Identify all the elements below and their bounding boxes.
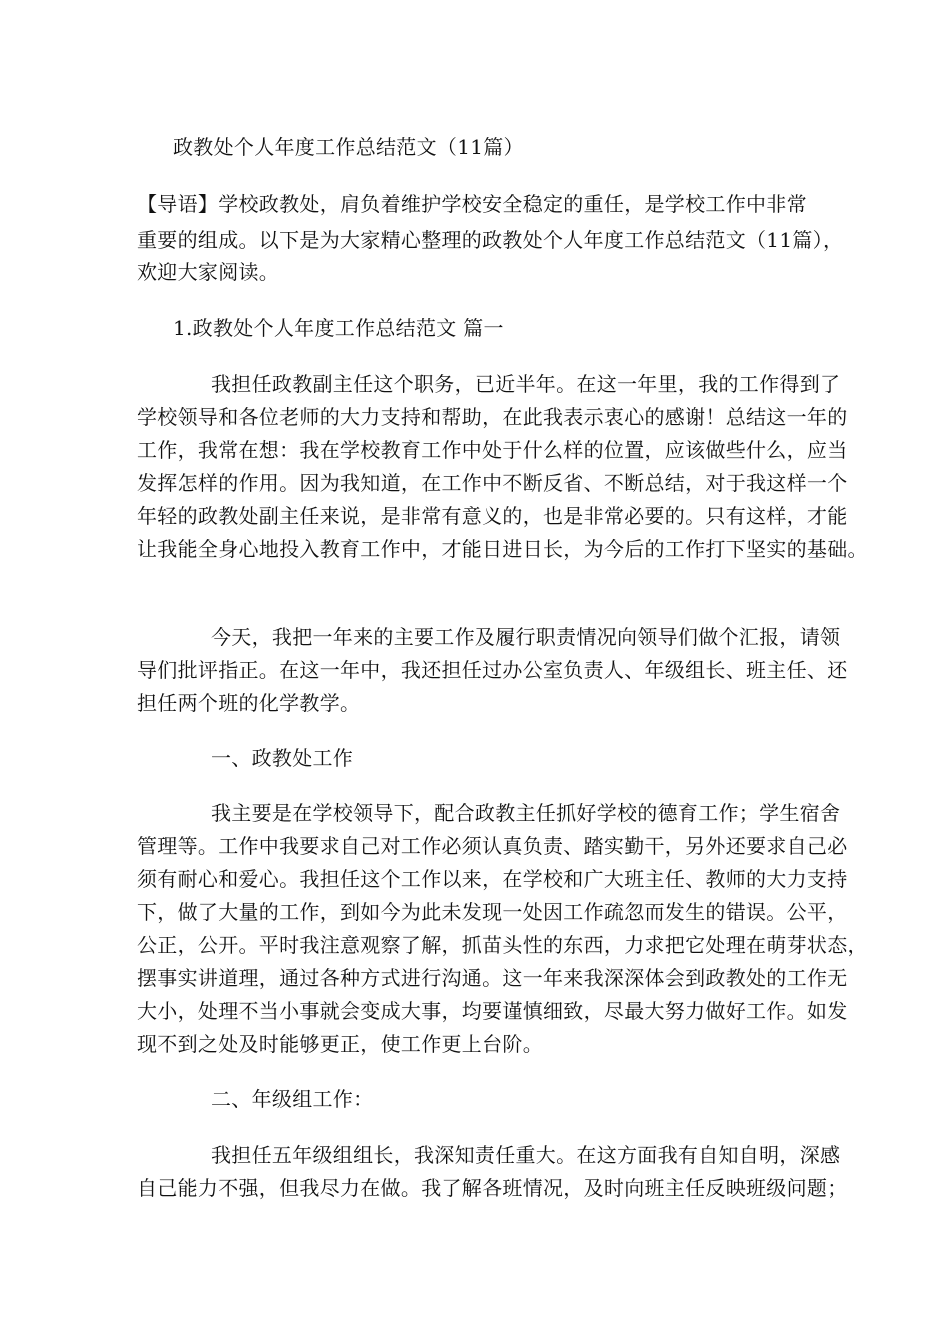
paragraph2-line-1: 今天，我把一年来的主要工作及履行职责情况向领导们做个汇报，请领 [211, 625, 841, 649]
paragraph3-line-3: 须有耐心和爱心。我担任这个工作以来，在学校和广大班主任、教师的大力支持 [137, 867, 848, 891]
paragraph1-line-5: 年轻的政教处副主任来说，是非常有意义的，也是非常必要的。只有这样，才能 [137, 504, 848, 528]
paragraph1-line-3: 工作，我常在想：我在学校教育工作中处于什么样的位置，应该做些什么，应当 [137, 438, 848, 462]
paragraph1-line-4: 发挥怎样的作用。因为我知道，在工作中不断反省、不断总结，对于我这样一个 [137, 471, 848, 495]
paragraph1-line-1: 我担任政教副主任这个职务，已近半年。在这一年里，我的工作得到了 [211, 372, 841, 396]
intro-line-3: 欢迎大家阅读。 [137, 260, 280, 284]
paragraph3-line-4: 下，做了大量的工作，到如今为此未发现一处因工作疏忽而发生的错误。公平， [137, 900, 848, 924]
paragraph1-line-6: 让我能全身心地投入教育工作中，才能日进日长，为今后的工作打下坚实的基础。 [137, 537, 868, 561]
paragraph3-line-5: 公正，公开。平时我注意观察了解，抓苗头性的东西，力求把它处理在萌芽状态， [137, 933, 868, 957]
paragraph3-line-2: 管理等。工作中我要求自己对工作必须认真负责、踏实勤干，另外还要求自己必 [137, 834, 848, 858]
document-title: 政教处个人年度工作总结范文（11篇） [173, 135, 524, 159]
paragraph3-line-8: 现不到之处及时能够更正，使工作更上台阶。 [137, 1032, 543, 1056]
paragraph1-line-2: 学校领导和各位老师的大力支持和帮助，在此我表示衷心的感谢！总结这一年的 [137, 405, 848, 429]
paragraph2-line-2: 导们批评指正。在这一年中，我还担任过办公室负责人、年级组长、班主任、还 [137, 658, 848, 682]
heading-two: 二、年级组工作： [211, 1087, 374, 1111]
section-heading: 1.政教处个人年度工作总结范文 篇一 [173, 316, 504, 340]
heading-one: 一、政教处工作 [211, 746, 354, 770]
intro-line-1: 【导语】学校政教处，肩负着维护学校安全稳定的重任，是学校工作中非常 [137, 192, 807, 216]
paragraph4-line-2: 自己能力不强，但我尽力在做。我了解各班情况，及时向班主任反映班级问题； [137, 1176, 848, 1200]
intro-line-2: 重要的组成。以下是为大家精心整理的政教处个人年度工作总结范文（11篇）， [137, 228, 844, 252]
paragraph3-line-6: 摆事实讲道理，通过各种方式进行沟通。这一年来我深深体会到政教处的工作无 [137, 966, 848, 990]
paragraph3-line-7: 大小，处理不当小事就会变成大事，均要谨慎细致，尽最大努力做好工作。如发 [137, 999, 848, 1023]
paragraph2-line-3: 担任两个班的化学教学。 [137, 691, 361, 715]
paragraph3-line-1: 我主要是在学校领导下，配合政教主任抓好学校的德育工作；学生宿舍 [211, 801, 841, 825]
paragraph4-line-1: 我担任五年级组组长，我深知责任重大。在这方面我有自知自明，深感 [211, 1143, 841, 1167]
